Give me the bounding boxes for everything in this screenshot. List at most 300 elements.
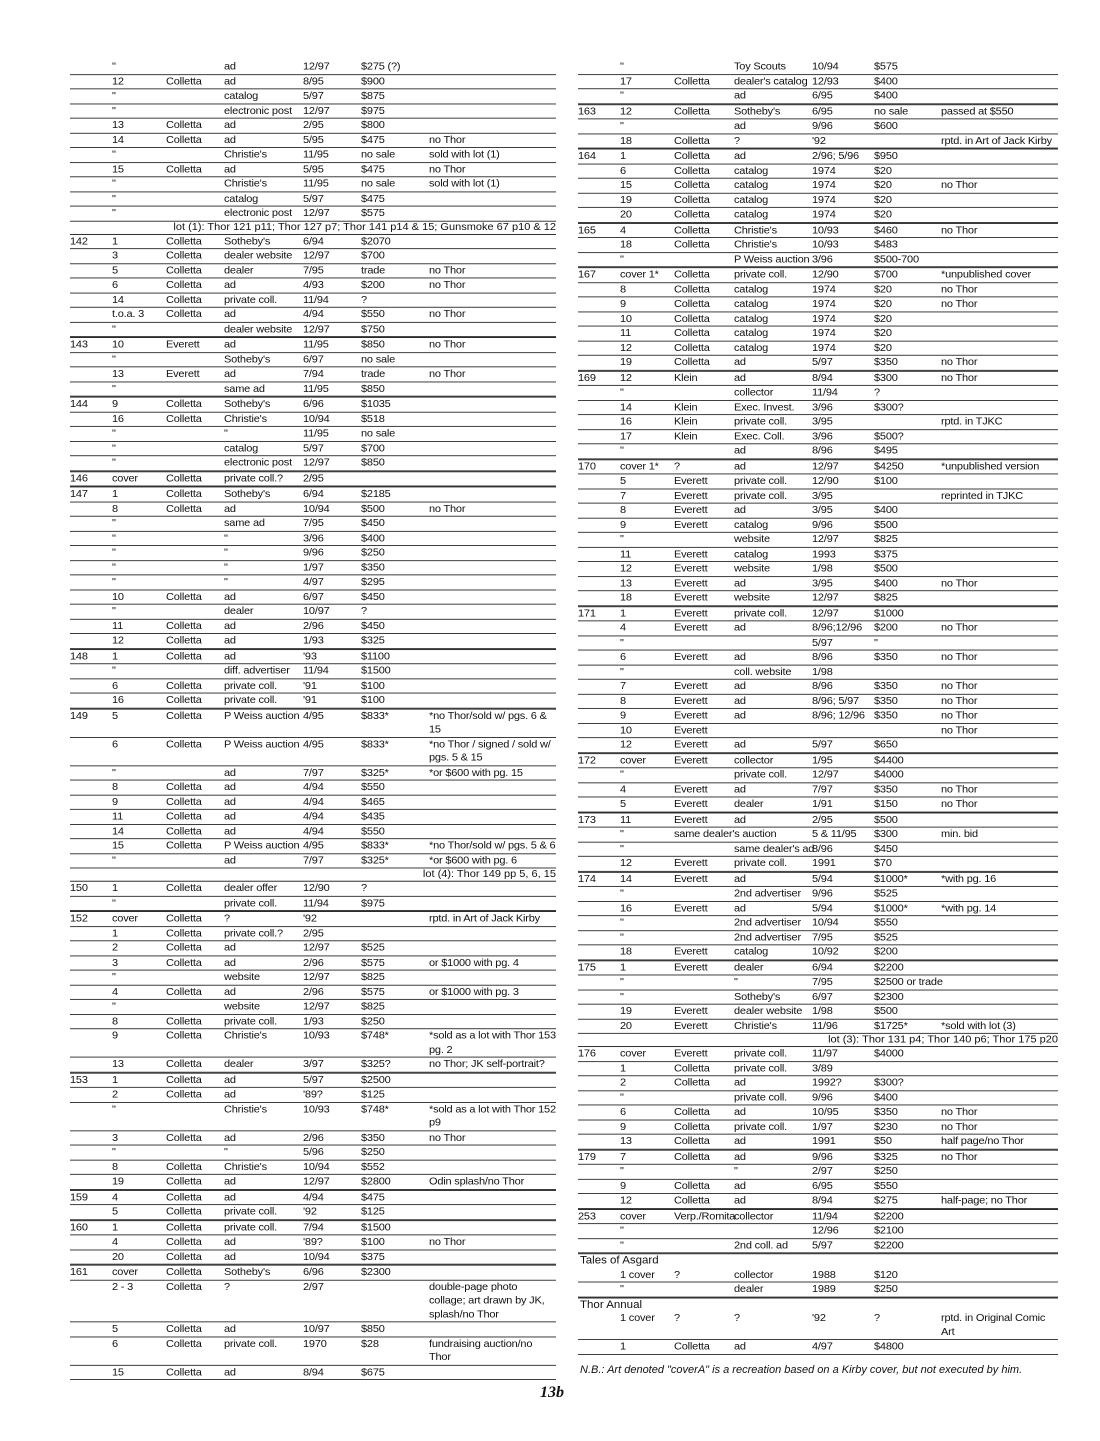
- table-row: [578, 223, 1058, 238]
- page-number-cell: 12: [620, 105, 632, 117]
- page-number-cell: 5: [112, 1323, 118, 1335]
- page-number-cell: ": [112, 1000, 116, 1013]
- date-cell: 3/89: [812, 1062, 833, 1074]
- date-cell: 1/98: [812, 1005, 833, 1017]
- price-cell: $325*: [361, 854, 389, 867]
- page-number-cell: 1 cover: [620, 1312, 655, 1324]
- issue-number-cell: [578, 312, 620, 326]
- date-cell: 9/96: [303, 546, 324, 559]
- issue-number-cell: [70, 104, 112, 118]
- date-cell: 4/97: [812, 1340, 833, 1353]
- table-row: [70, 971, 556, 986]
- price-cell: $2185: [361, 488, 391, 500]
- issue-number-cell: [578, 1091, 620, 1105]
- inker-cell: Colletta: [674, 1062, 710, 1074]
- issue-number-cell: [70, 412, 112, 426]
- inker-cell: Colletta: [166, 134, 202, 146]
- issue-number-cell: [70, 1058, 112, 1072]
- table-row: [578, 105, 1058, 120]
- source-cell: 2nd coll. ad: [734, 1239, 788, 1251]
- source-cell: Exec. Coll.: [734, 430, 785, 442]
- page-number-cell: 6: [112, 1337, 118, 1350]
- right-column: [578, 60, 1058, 1355]
- price-cell: $1000*: [874, 902, 908, 914]
- issue-number-cell: [70, 1205, 112, 1219]
- inker-cell: Everett: [674, 548, 708, 560]
- inker-cell: Colletta: [674, 1135, 710, 1147]
- page-number-cell: 1: [112, 882, 118, 894]
- notes-cell: [429, 882, 556, 896]
- notes-cell: no Thor: [941, 298, 978, 310]
- source-cell: collector: [734, 1210, 774, 1222]
- table-row: [578, 783, 1058, 798]
- table-row: [578, 562, 1058, 577]
- source-cell: ": [734, 976, 738, 988]
- source-cell: Christie's: [224, 1103, 267, 1115]
- inker-cell: [166, 531, 224, 545]
- inker-cell: Colletta: [674, 105, 710, 117]
- page-number-cell: 19: [620, 1005, 632, 1017]
- table-row: [70, 207, 556, 222]
- date-cell: 2/96: [303, 620, 324, 632]
- date-cell: 10/93: [303, 1030, 330, 1042]
- page-number-cell: 9: [620, 1180, 626, 1192]
- source-cell: ?: [734, 1312, 740, 1324]
- source-cell: Christie's: [224, 1161, 267, 1173]
- price-cell: trade: [361, 264, 386, 277]
- inker-cell: Colletta: [674, 1340, 710, 1353]
- date-cell: 7/95: [303, 517, 324, 529]
- price-cell: $350: [874, 695, 898, 707]
- issue-number-cell: [70, 322, 112, 336]
- notes-cell: sold with lot (1): [429, 148, 500, 161]
- source-cell: Toy Scouts: [734, 60, 786, 73]
- source-cell: ": [224, 546, 228, 559]
- date-cell: 1991: [812, 857, 836, 870]
- price-cell: $300?: [874, 401, 904, 413]
- source-cell: ad: [224, 502, 236, 515]
- price-cell: $500: [874, 813, 898, 826]
- inker-cell: Everett: [674, 902, 708, 914]
- inker-cell: Colletta: [674, 283, 710, 295]
- source-cell: P Weiss auction: [734, 253, 810, 265]
- issue-number-cell: [578, 1005, 620, 1019]
- issue-number: 146: [70, 472, 88, 485]
- price-cell: $850: [361, 338, 385, 351]
- table-row: [578, 119, 1058, 134]
- issue-number-cell: [578, 1282, 620, 1296]
- issue-number-cell: [578, 1019, 620, 1033]
- source-cell: ad: [734, 1194, 746, 1207]
- date-cell: 12/97: [303, 971, 330, 983]
- issue-section: [70, 60, 556, 234]
- issue-section: [70, 397, 556, 471]
- table-row: [578, 312, 1058, 327]
- date-cell: 10/94: [303, 1161, 330, 1173]
- issue-section: [578, 606, 1058, 753]
- price-cell: $350: [874, 651, 898, 663]
- inker-cell: Colletta: [166, 1161, 202, 1173]
- source-cell: ad: [224, 986, 236, 998]
- page-number-cell: 19: [620, 194, 632, 206]
- table-row: [70, 1221, 556, 1236]
- table-row: [70, 442, 556, 457]
- inker-cell: Colletta: [166, 590, 202, 603]
- notes-cell: [941, 813, 1058, 827]
- inker-cell: Colletta: [166, 738, 202, 750]
- page-number-cell: 2 - 3: [112, 1281, 134, 1293]
- notes-cell: [941, 1062, 1058, 1076]
- issue-section: [70, 911, 556, 1072]
- table-row: [70, 694, 556, 709]
- table-row: [70, 104, 556, 119]
- source-cell: dealer offer: [224, 882, 278, 894]
- table-row: [70, 679, 556, 694]
- date-cell: 12/93: [812, 75, 839, 87]
- page-number-cell: ": [620, 917, 624, 929]
- date-cell: 1/93: [303, 1015, 324, 1027]
- notes-cell: no Thor: [941, 783, 978, 796]
- notes-cell: reprinted in TJKC: [941, 489, 1023, 502]
- date-cell: 1988: [812, 1268, 836, 1281]
- notes-cell: [941, 887, 1058, 901]
- price-cell: $20: [874, 165, 892, 177]
- notes-cell: *with pg. 14: [941, 902, 997, 914]
- inker-cell: Klein: [674, 372, 698, 384]
- price-cell: $518: [361, 413, 385, 425]
- table-row: [70, 1088, 556, 1103]
- inker-cell: [674, 931, 734, 945]
- notes-cell: no Thor: [941, 651, 978, 663]
- notes-cell: [429, 824, 556, 838]
- page-number-cell: ": [112, 457, 116, 469]
- table-row: [70, 119, 556, 134]
- source-cell: electronic post: [224, 207, 292, 219]
- table-row: [70, 1073, 556, 1088]
- table-row: [578, 474, 1058, 489]
- price-cell: $4800: [874, 1340, 904, 1353]
- notes-cell: rptd. in Original Comic Art: [941, 1312, 1046, 1338]
- issue-number-cell: [70, 971, 112, 985]
- source-cell: dealer: [734, 1283, 764, 1295]
- inker-cell: [674, 990, 734, 1004]
- price-cell: $250: [361, 1146, 385, 1158]
- table-row: [70, 531, 556, 546]
- price-cell: $4000: [874, 769, 904, 781]
- issue-number-cell: [70, 207, 112, 221]
- date-cell: 8/96;12/96: [812, 622, 862, 634]
- notes-cell: [429, 1266, 556, 1280]
- notes-cell: [941, 1224, 1058, 1238]
- source-cell: dealer: [224, 1058, 254, 1070]
- table-row: [578, 1340, 1058, 1355]
- price-cell: $1100: [361, 650, 390, 662]
- page-number-cell: 16: [112, 694, 124, 706]
- price-cell: $475: [361, 1191, 385, 1203]
- notes-cell: no Thor: [429, 368, 466, 380]
- notes-cell: rptd. in Art of Jack Kirby: [429, 912, 540, 925]
- notes-cell: [941, 842, 1058, 856]
- issue-number-cell: [70, 133, 112, 147]
- issue-section: [578, 1297, 1058, 1354]
- date-cell: 3/95: [812, 416, 833, 428]
- issue-number-cell: [578, 430, 620, 444]
- issue-section: [70, 471, 556, 487]
- date-cell: 10/95: [812, 1106, 839, 1118]
- page-number-cell: 1: [620, 607, 626, 619]
- source-cell: ad: [224, 163, 236, 175]
- page-number-cell: ": [620, 769, 624, 781]
- date-cell: 5/97: [812, 739, 833, 751]
- price-cell: ?: [361, 294, 367, 306]
- date-cell: 4/94: [303, 796, 324, 808]
- page-number-cell: 8: [620, 283, 626, 295]
- price-cell: $600: [874, 120, 898, 132]
- table-row: [578, 283, 1058, 298]
- table-row: [70, 1280, 556, 1322]
- date-cell: 12/97: [303, 323, 330, 335]
- inker-cell: Everett: [674, 489, 708, 502]
- date-cell: 6/95: [812, 105, 833, 117]
- notes-cell: no Thor: [941, 372, 978, 384]
- inker-cell: Colletta: [166, 1015, 202, 1027]
- date-cell: 9/96: [812, 120, 833, 132]
- issue-number-cell: [70, 766, 112, 780]
- source-cell: Christie's: [734, 238, 777, 251]
- table-row: [578, 813, 1058, 828]
- source-cell: Sotheby's: [224, 235, 271, 247]
- inker-cell: [674, 1091, 734, 1105]
- lot-note: lot (4): Thor 149 pp 5, 6, 15: [422, 868, 556, 880]
- page-number-cell: ": [112, 517, 116, 529]
- page-number-cell: 16: [620, 416, 632, 428]
- price-cell: $550: [361, 781, 385, 793]
- page-number-cell: 8: [112, 1161, 118, 1173]
- page-number-cell: 5: [620, 798, 626, 810]
- table-row: [578, 1135, 1058, 1150]
- date-cell: 1989: [812, 1283, 836, 1295]
- source-cell: P Weiss auction: [224, 710, 300, 722]
- notes-cell: [941, 1076, 1058, 1090]
- table-row: [578, 460, 1058, 475]
- issue-number-cell: [70, 795, 112, 809]
- page-number-cell: ": [112, 561, 116, 573]
- source-cell: private coll.: [734, 857, 788, 870]
- notes-cell: [941, 990, 1058, 1004]
- notes-cell: [429, 382, 556, 396]
- issue-number: 160: [70, 1221, 88, 1233]
- table-row: [578, 916, 1058, 931]
- source-cell: electronic post: [224, 104, 292, 117]
- inker-cell: Colletta: [166, 694, 202, 706]
- notes-cell: *no Thor/sold w/ pgs. 6 & 15: [429, 710, 547, 736]
- issue-number-cell: [578, 931, 620, 945]
- inker-cell: Colletta: [166, 163, 202, 175]
- issue-section: [70, 486, 556, 648]
- inker-cell: Colletta: [166, 781, 202, 793]
- price-cell: $275 (?): [361, 60, 401, 73]
- notes-cell: no Thor: [429, 502, 466, 515]
- date-cell: 11/96: [812, 1020, 838, 1032]
- issue-number: 179: [578, 1151, 596, 1163]
- inker-cell: [166, 177, 224, 191]
- source-cell: private coll.: [734, 475, 788, 487]
- issue-section: [578, 459, 1058, 606]
- page-number-cell: 14: [620, 401, 632, 413]
- table-row: [70, 985, 556, 1000]
- notes-cell: [941, 518, 1058, 532]
- page-number-cell: cover 1*: [620, 460, 659, 473]
- table-row: [70, 1250, 556, 1265]
- issue-number-cell: [70, 60, 112, 74]
- price-cell: $975: [361, 104, 385, 117]
- source-cell: ad: [224, 308, 236, 321]
- page-number-cell: ": [620, 445, 624, 457]
- issue-section: [578, 1149, 1058, 1208]
- notes-cell: [941, 1239, 1058, 1253]
- page-number-cell: ": [112, 1146, 116, 1158]
- issue-number: 143: [70, 338, 88, 351]
- page-number-cell: 6: [112, 679, 118, 692]
- inker-cell: Colletta: [166, 472, 202, 485]
- date-cell: 7/97: [303, 854, 324, 867]
- price-cell: $300?: [874, 1077, 904, 1089]
- inker-cell: Colletta: [166, 927, 202, 939]
- issue-number-cell: [578, 356, 620, 370]
- issue-number-cell: [578, 341, 620, 355]
- notes-cell: [429, 941, 556, 955]
- table-row: [578, 1179, 1058, 1194]
- source-cell: ?: [734, 134, 740, 147]
- issue-number-cell: [578, 400, 620, 414]
- notes-cell: [941, 754, 1058, 768]
- price-cell: $70: [874, 857, 892, 870]
- source-cell: ad: [224, 134, 236, 146]
- table-row: [70, 502, 556, 517]
- price-cell: $975: [361, 897, 385, 909]
- issue-section: [578, 753, 1058, 812]
- source-cell: ": [224, 576, 228, 588]
- price-cell: $550: [874, 1180, 898, 1192]
- source-cell: private coll.: [224, 1337, 278, 1350]
- source-cell: ad: [734, 1340, 746, 1353]
- price-cell: [874, 489, 941, 503]
- notes-cell: [429, 1190, 556, 1204]
- notes-cell: no Thor: [941, 724, 978, 736]
- inker-cell: [674, 842, 734, 856]
- inker-cell: [166, 1146, 224, 1160]
- page-number-cell: ": [112, 971, 116, 983]
- price-cell: $100: [361, 679, 385, 692]
- inker-cell: Colletta: [166, 1250, 202, 1263]
- issue-number: 159: [70, 1191, 88, 1203]
- page-number-cell: 3: [112, 956, 118, 969]
- notes-cell: [429, 619, 556, 633]
- notes-cell: or $1000 with pg. 3: [429, 986, 519, 998]
- page-number-cell: 1: [620, 1340, 626, 1353]
- issue-number-cell: [578, 1120, 620, 1134]
- price-cell: $475: [361, 192, 385, 205]
- inker-cell: ?: [674, 460, 680, 473]
- table-row: [70, 353, 556, 368]
- issue-number-cell: [578, 1239, 620, 1253]
- price-cell: $200: [361, 279, 385, 291]
- inker-cell: Colletta: [166, 1088, 202, 1101]
- inker-cell: [166, 561, 224, 575]
- page-number-cell: ": [620, 976, 624, 988]
- inker-cell: Colletta: [166, 488, 202, 500]
- table-row: [70, 192, 556, 207]
- table-row: [578, 577, 1058, 592]
- page-number-cell: 12: [620, 342, 632, 354]
- inker-cell: [674, 533, 734, 547]
- date-cell: 5/97: [812, 636, 833, 649]
- inker-cell: [166, 60, 224, 74]
- source-cell: coll. website: [734, 666, 792, 678]
- date-cell: 1/98: [812, 562, 833, 575]
- table-row: [578, 1165, 1058, 1180]
- page-number-cell: cover 1*: [620, 269, 659, 281]
- page-number-cell: ": [620, 1225, 624, 1237]
- price-cell: trade: [361, 368, 386, 380]
- notes-cell: [429, 89, 556, 103]
- page-number-cell: 4: [112, 1236, 118, 1248]
- page-number-cell: cover: [112, 1266, 138, 1278]
- page-number-cell: 13: [112, 1058, 124, 1070]
- page-number-cell: 6: [112, 279, 118, 291]
- notes-cell: [429, 605, 556, 619]
- issue-number-cell: [578, 283, 620, 297]
- source-cell: [734, 1224, 812, 1238]
- source-cell: ad: [224, 1191, 236, 1203]
- issue-number-cell: [70, 590, 112, 604]
- page-number-cell: 11: [112, 620, 124, 632]
- notes-cell: [429, 1205, 556, 1219]
- inker-cell: Klein: [674, 416, 698, 428]
- page-number-cell: 7: [620, 680, 626, 692]
- notes-cell: min. bid: [941, 828, 978, 840]
- date-cell: 1974: [812, 165, 836, 177]
- price-cell: $500?: [874, 430, 904, 442]
- date-cell: 8/95: [303, 75, 324, 87]
- price-cell: ?: [874, 386, 880, 399]
- issue-number: 147: [70, 488, 88, 500]
- inker-cell: Colletta: [166, 502, 202, 515]
- price-cell: $2070: [361, 235, 391, 247]
- source-cell: ad: [734, 120, 746, 132]
- source-cell: ad: [734, 709, 746, 722]
- issue-number-cell: [70, 1015, 112, 1029]
- notes-cell: [429, 249, 556, 263]
- table-row: [70, 737, 556, 765]
- date-cell: 1974: [812, 194, 836, 206]
- notes-cell: [941, 1268, 1058, 1282]
- source-cell: collector: [734, 386, 774, 399]
- date-cell: 10/92: [812, 946, 839, 958]
- price-cell: [361, 912, 429, 926]
- price-cell: $100: [874, 475, 898, 487]
- issue-number-cell: [578, 518, 620, 532]
- price-cell: ": [874, 636, 878, 649]
- date-cell: 11/94: [303, 897, 329, 909]
- source-cell: private coll.: [224, 1206, 278, 1218]
- issue-number-cell: [70, 75, 112, 89]
- notes-cell: [941, 665, 1058, 679]
- date-cell: '92: [812, 1312, 826, 1324]
- source-cell: Exec. Invest.: [734, 401, 795, 413]
- issue-number-cell: [70, 249, 112, 263]
- issue-number-cell: [578, 680, 620, 694]
